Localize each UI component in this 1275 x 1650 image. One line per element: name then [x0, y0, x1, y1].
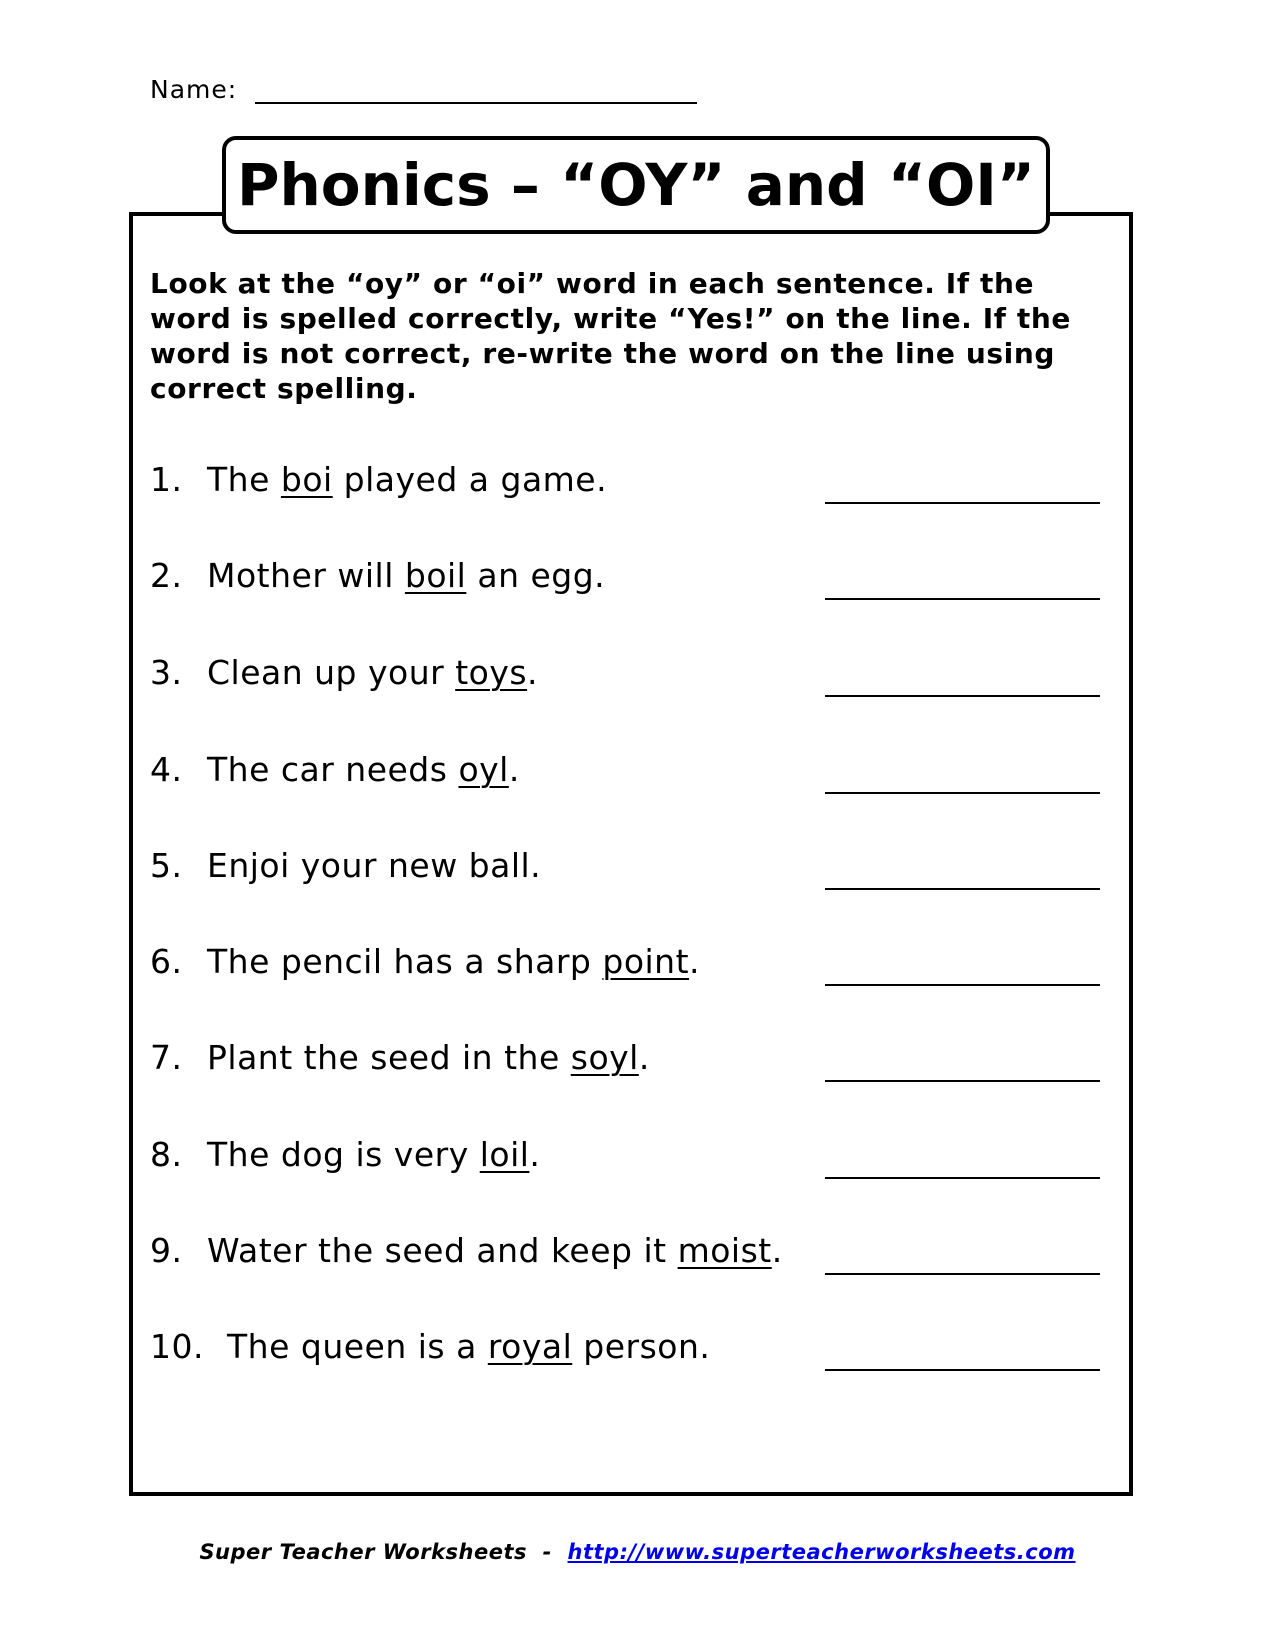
question-text-after: person.: [572, 1327, 711, 1366]
question-text-before: The dog is very: [207, 1135, 480, 1174]
answer-line[interactable]: [825, 695, 1100, 697]
question-row: [150, 1231, 1100, 1281]
question-text-before: The pencil has a sharp: [207, 942, 603, 981]
answer-line[interactable]: [825, 598, 1100, 600]
question-number: 6.: [150, 942, 183, 981]
question-text: [150, 1038, 650, 1077]
question-number: 4.: [150, 750, 183, 789]
footer-link[interactable]: http://www.superteacherworksheets.com: [567, 1540, 1076, 1564]
worksheet-title: Phonics – “OY” and “OI”: [222, 136, 1050, 234]
answer-line[interactable]: [825, 502, 1100, 504]
footer-brand: Super Teacher Worksheets: [199, 1540, 528, 1564]
question-text: [150, 1231, 783, 1270]
question-number: 7.: [150, 1038, 183, 1077]
question-row: [150, 846, 1100, 896]
target-word: boil: [404, 556, 467, 595]
question-text: [150, 556, 605, 595]
question-text-after: .: [529, 1135, 541, 1174]
question-text: [150, 942, 700, 981]
question-text-after: .: [689, 942, 701, 981]
question-text-before: Enjoi your new ball.: [207, 846, 542, 885]
question-text-after: .: [527, 653, 539, 692]
question-text-after: an egg.: [466, 556, 606, 595]
question-text-before: Water the seed and keep it: [207, 1231, 678, 1270]
question-text-after: played a game.: [332, 460, 608, 499]
name-label: Name:: [150, 75, 238, 104]
target-word: royal: [487, 1327, 573, 1366]
question-number: 9.: [150, 1231, 183, 1270]
question-text-before: Mother will: [207, 556, 405, 595]
question-text-before: Plant the seed in the: [207, 1038, 571, 1077]
question-text-before: The: [207, 460, 281, 499]
question-row: [150, 1327, 1100, 1377]
question-text-before: The queen is a: [227, 1327, 488, 1366]
question-row: [150, 1038, 1100, 1088]
question-number: 5.: [150, 846, 183, 885]
answer-line[interactable]: [825, 1273, 1100, 1275]
question-text-before: The car needs: [207, 750, 459, 789]
name-field-line[interactable]: [255, 74, 697, 104]
question-text: [150, 1135, 540, 1174]
question-text: [150, 750, 520, 789]
question-number: 10.: [150, 1327, 204, 1366]
instructions: Look at the “oy” or “oi” word in each sentence. If the word is spelled correctly, write “Yes!” on the line. If the word is not correct, re-write the word on the line using correct spelling.: [150, 267, 1072, 405]
question-row: [150, 750, 1100, 800]
target-word: soyl: [570, 1038, 639, 1077]
question-number: 8.: [150, 1135, 183, 1174]
question-text: [150, 460, 607, 499]
target-word: oyl: [458, 750, 509, 789]
question-number: 1.: [150, 460, 183, 499]
answer-line[interactable]: [825, 888, 1100, 890]
answer-line[interactable]: [825, 1369, 1100, 1371]
question-text-before: Clean up your: [207, 653, 456, 692]
target-word: moist: [677, 1231, 772, 1270]
question-text-after: .: [638, 1038, 650, 1077]
question-number: 2.: [150, 556, 183, 595]
question-row: [150, 460, 1100, 510]
question-number: 3.: [150, 653, 183, 692]
question-text: [150, 1327, 710, 1366]
target-word: boi: [280, 460, 333, 499]
question-row: [150, 653, 1100, 703]
question-row: [150, 1135, 1100, 1185]
target-word: point: [602, 942, 690, 981]
question-row: [150, 556, 1100, 606]
answer-line[interactable]: [825, 792, 1100, 794]
footer: [0, 1540, 1275, 1564]
question-text-after: .: [508, 750, 520, 789]
question-row: [150, 942, 1100, 992]
answer-line[interactable]: [825, 1177, 1100, 1179]
answer-line[interactable]: [825, 1080, 1100, 1082]
footer-separator: -: [542, 1540, 552, 1564]
target-word: loil: [479, 1135, 530, 1174]
answer-line[interactable]: [825, 984, 1100, 986]
question-text-after: .: [771, 1231, 783, 1270]
question-text: [150, 846, 541, 885]
target-word: toys: [455, 653, 528, 692]
question-text: [150, 653, 538, 692]
name-row: [150, 74, 697, 104]
